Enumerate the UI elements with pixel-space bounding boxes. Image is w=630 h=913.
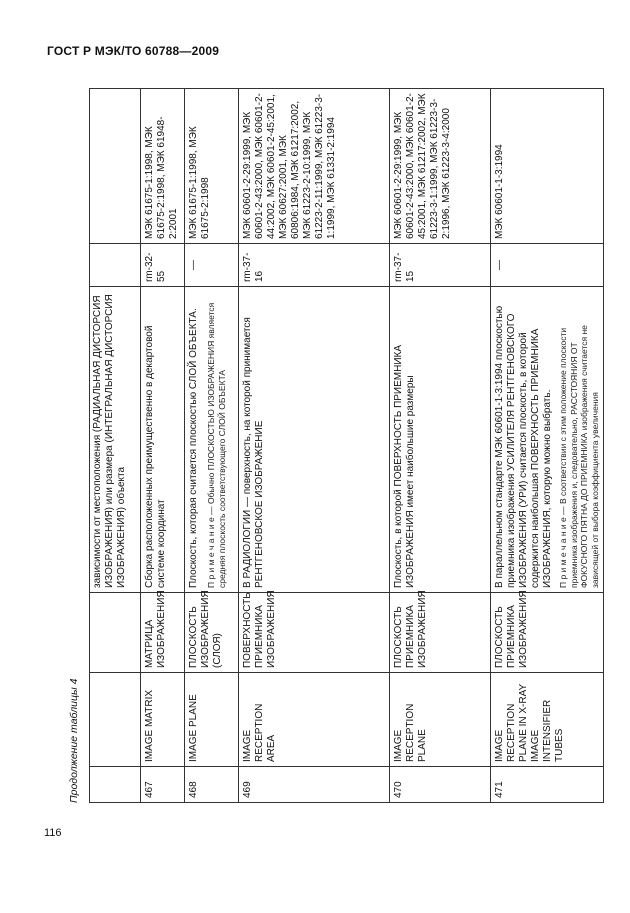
cell-ru: ПЛОСКОСТЬ ПРИЕМНИКА ИЗОБРАЖЕНИЯ [491, 593, 604, 673]
cell-en: IMAGE MATRIX [141, 673, 185, 767]
definition-text: Плоскость, которая считается плоскостью СЛОЙ ОБЪЕКТА. [188, 308, 199, 588]
page-number: 116 [44, 827, 62, 839]
table-row [491, 89, 604, 803]
definition-text: В параллельном стандарте МЭК 60601-1-3:1994 плоскостью приемника изображения УСИЛИТЕЛЯ РЕНТГЕНОВСКОГО ИЗОБРАЖЕНИЯ (УРИ) считается плоскость, в которой содержится наибольшая ПОВЕРХНОСТЬ ПРИЕМНИКА ИЗОБРАЖЕНИЯ, которую можно выбрать. [494, 305, 553, 588]
terms-table [89, 88, 604, 803]
cell-refs: МЭК 61675-1:1998, МЭК 61675-2:1998, МЭК 61948-2:2001 [141, 89, 185, 244]
table-row-continuation [90, 89, 141, 803]
cell-code: rm-32-55 [141, 244, 185, 287]
cell-en: IMAGE PLANE [185, 673, 239, 767]
cell-definition: В РАДИОЛОГИИ — поверхность, на которой принимается РЕНТГЕНОВСКОЕ ИЗОБРАЖЕНИЕ [239, 287, 390, 593]
cell-definition [185, 287, 239, 593]
cell-refs: МЭК 60601-2-29:1999, МЭК 60601-2-43:2000, МЭК 60601-2-44:2002, МЭК 60601-2-45:2001, МЭК 60627:2001, МЭК 60806:1984, МЭК 61217:2002, МЭК 61223-2-10:1999, МЭК 61223-2-11:1999, МЭК 61223-3-1:1999, МЭК 61331-2:1994 [239, 89, 390, 244]
cell-code: — [185, 244, 239, 287]
definition-note: П р и м е ч а н и е — В соответствии с этим положение плоскости приемника изображения и, следовательно, РАССТОЯНИЯ ОТ ФОКУСНОГО ПЯТНА ДО ПРИЕМНИКА изображения считается не зависящей от выбора коэффициента увеличения [558, 325, 600, 588]
cell-num: 470 [390, 767, 491, 803]
cell-definition: зависимости от местоположения (РАДИАЛЬНАЯ ДИСТОРСИЯ ИЗОБРАЖЕНИЯ) или размера (ИНТЕГРАЛЬНАЯ ДИСТОРСИЯ ИЗОБРАЖЕНИЯ) объекта [90, 287, 141, 593]
cell-code [90, 244, 141, 287]
cell-num: 467 [141, 767, 185, 803]
cell-code: rm-37-15 [390, 244, 491, 287]
cell-refs [90, 89, 141, 244]
table-row [239, 89, 390, 803]
table-row [141, 89, 185, 803]
cell-ru: ПЛОСКОСТЬ ИЗОБРАЖЕНИЯ (СЛОЯ) [185, 593, 239, 673]
table-caption: Продолжение таблицы 4 [68, 678, 80, 803]
cell-num: 469 [239, 767, 390, 803]
cell-num: 471 [491, 767, 604, 803]
cell-ru: МАТРИЦА ИЗОБРАЖЕНИЯ [141, 593, 185, 673]
cell-definition: Сборка расположенных преимущественно в декартовой системе координат [141, 287, 185, 593]
cell-en: IMAGE RECEPTION AREA [239, 673, 390, 767]
cell-ru: ПЛОСКОСТЬ ПРИЕМНИКА ИЗОБРАЖЕНИЯ [390, 593, 491, 673]
cell-refs: МЭК 61675-1:1998, МЭК 61675-2:1998 [185, 89, 239, 244]
definition-note: П р и м е ч а н и е — Обычно ПЛОСКОСТЬЮ ИЗОБРАЖЕНИЯ является средняя плоскость соответствующего СЛОЙ ОБЪЕКТА [206, 302, 227, 588]
cell-ru [90, 593, 141, 673]
table-row [185, 89, 239, 803]
cell-ru: ПОВЕРХНОСТЬ ПРИЕМНИКА ИЗОБРАЖЕНИЯ [239, 593, 390, 673]
document-header: ГОСТ Р МЭК/ТО 60788—2009 [47, 44, 220, 58]
cell-num [90, 767, 141, 803]
rotated-page-content [66, 89, 600, 803]
table-row [390, 89, 491, 803]
cell-refs: МЭК 60601-2-29:1999, МЭК 60601-2-43:2000, МЭК 60601-2-45:2001, МЭК 61217:2002, МЭК 61223-3-1:1999, МЭК 61223-3-2:1996, МЭК 61223-3-4:2000 [390, 89, 491, 244]
cell-code: rm-37-16 [239, 244, 390, 287]
cell-code: — [491, 244, 604, 287]
cell-definition: Плоскость, в которой ПОВЕРХНОСТЬ ПРИЕМНИКА ИЗОБРАЖЕНИЯ имеет наибольшие размеры [390, 287, 491, 593]
cell-refs: МЭК 60601-1-3:1994 [491, 89, 604, 244]
cell-en: IMAGE RECEPTION PLANE [390, 673, 491, 767]
cell-num: 468 [185, 767, 239, 803]
cell-en: IMAGE RECEPTION PLANE IN X-RAY IMAGE INTENSIFIER TUBES [491, 673, 604, 767]
cell-en [90, 673, 141, 767]
cell-definition [491, 287, 604, 593]
